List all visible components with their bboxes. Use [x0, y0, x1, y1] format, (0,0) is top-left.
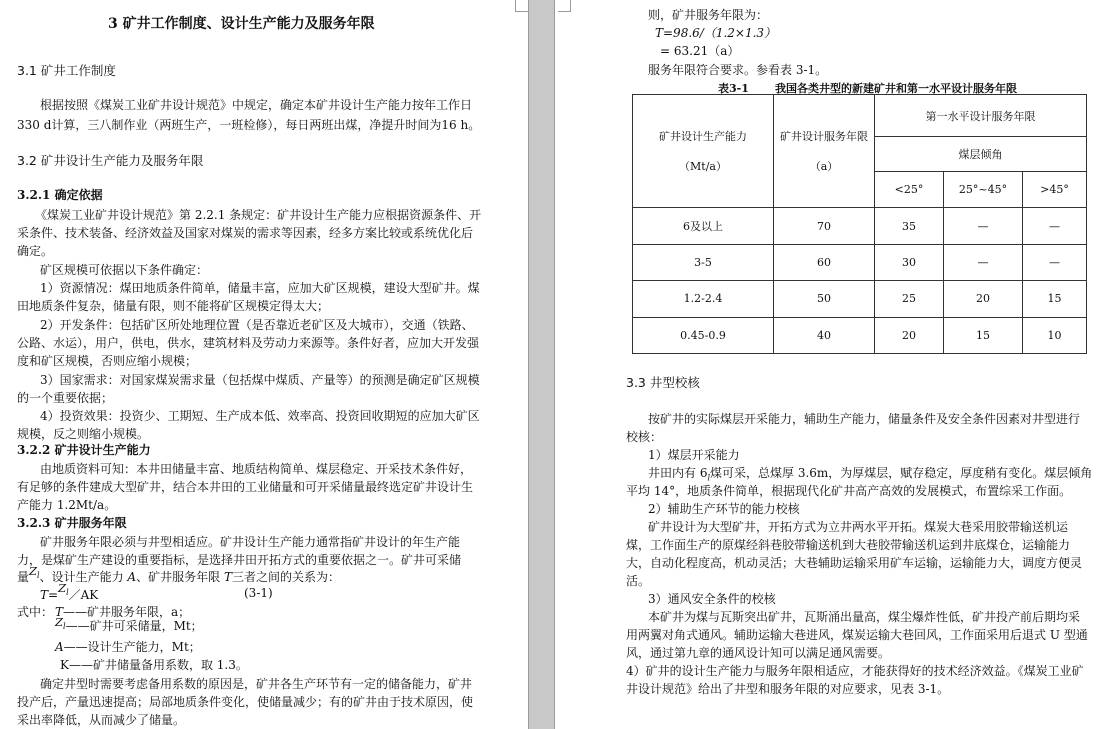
paragraph-line: 确定。 — [17, 244, 54, 258]
list-item: 3）国家需求：对国家煤炭需求量（包括煤中煤质、产量等）的预测是确定矿区规模 — [40, 373, 480, 387]
page-corner-mark — [558, 0, 571, 12]
definition-line: K——矿井储量备用系数，取 1.3。 — [60, 658, 248, 672]
def-subscript: l — [63, 622, 66, 632]
seam-subscript: l — [707, 473, 711, 483]
paragraph-line: 按矿井的实际煤层开采能力，辅助生产能力，储量条件及安全条件因素对井型进行 — [648, 412, 1081, 426]
paragraph-line: 有足够的条件建成大型矿井，结合本井田的工业储量和可开采储量最终选定矿井设计生 — [17, 480, 474, 494]
text-fragment: 三者之间的关系为： — [231, 570, 340, 584]
table-caption-title: 我国各类井型的新建矿井和第一水平设计服务年限 — [775, 82, 1017, 95]
paragraph-line: 力，是煤矿生产建设的重要指标，是选择井田开拓方式的重要依据之一。矿井可采储 — [17, 553, 462, 567]
list-item: 1）资源情况：煤田地质条件简单，储量丰富，应加大矿区规模，建设大型矿井。煤 — [40, 281, 480, 295]
text-fragment: 煤可采，总煤厚 3.6m，为厚煤层，赋存稳定，厚度稍有变化。煤层倾角 — [710, 466, 1093, 480]
list-item: 3）通风安全条件的校核 — [648, 592, 776, 606]
list-item: 1）煤层开采能力 — [648, 448, 740, 462]
paragraph-line: 平均 14°，地质条件简单，根据现代化矿井高产高效的发展模式，布置综采工作面。 — [626, 484, 1072, 498]
paragraph-line: 大，自动化程度高，机动灵活；大巷辅助运输采用矿车运输，运输能力大，调度方便灵 — [626, 556, 1083, 570]
section-3-2-2-heading: 3.2.2 矿井设计生产能力 — [17, 443, 151, 457]
section-3-2-3-heading: 3.2.3 矿井服务年限 — [17, 516, 127, 530]
table-cell: 60 — [774, 244, 875, 280]
page-gutter — [528, 0, 555, 729]
calc-result: = 63.21（a） — [660, 44, 740, 58]
table-cell: 15 — [1023, 281, 1087, 317]
paragraph-line: 投产后，产量迅速提高；局部地质条件变化，使储量减少；有的矿井由于技术原因，使 — [17, 695, 474, 709]
paragraph-line — [648, 464, 1092, 482]
section-3-1-heading: 3.1 矿井工作制度 — [17, 63, 116, 78]
paragraph-line: 本矿井为煤与瓦斯突出矿井，瓦斯涌出量高，煤尘爆炸性低，矿井投产前后期均采 — [648, 610, 1081, 624]
def-symbol-z: Z — [55, 615, 63, 629]
header-capacity-label: 矿井设计生产能力 — [659, 130, 747, 144]
text-fragment: 井田内有 6 — [648, 466, 708, 480]
paragraph-line: 产能力 1.2Mt/a。 — [17, 498, 117, 512]
table-cell: 0.45-0.9 — [633, 317, 774, 353]
table-cell: 25 — [875, 281, 944, 317]
table-cell: 20 — [944, 281, 1023, 317]
symbol-subscript: l — [37, 571, 40, 581]
paragraph-line: 公路、水运），用户，供电，供水，建筑材料及劳动力来源等。条件好者，应加大开发强 — [17, 336, 480, 350]
definition-line — [55, 617, 203, 635]
formula-subscript: l — [66, 588, 69, 598]
equation-number: (3-1) — [244, 586, 273, 600]
table-cell: 30 — [875, 244, 944, 280]
def-symbol-t: T — [55, 605, 64, 619]
paragraph-line: 井设计规范》给出了井型和服务年限的对应要求，见表 3-1。 — [626, 682, 950, 696]
table-row — [633, 244, 1087, 280]
header-first-level: 第一水平设计服务年限 — [875, 95, 1087, 137]
where-label: 式中： — [17, 605, 54, 619]
def-text: ——设计生产能力，Mt； — [63, 640, 201, 654]
formula-symbol-z: Z — [58, 581, 67, 595]
paragraph-line: 规模，反之则缩小规模。 — [17, 427, 150, 441]
header-capacity — [633, 95, 774, 208]
text-fragment: 、矿井服务年限 — [136, 570, 221, 584]
header-life-unit: （a） — [809, 160, 839, 174]
definition-line — [55, 638, 201, 655]
table-row — [633, 281, 1087, 317]
symbol-z: Z — [29, 564, 38, 578]
header-dip: 煤层倾角 — [875, 137, 1087, 171]
header-life-label: 矿井设计服务年限 — [780, 130, 868, 144]
symbol-t: T — [223, 570, 232, 584]
paragraph-line: 330 d计算，三八制作业（两班生产，一班检修），每日两班出煤，净提升时间为16 h。 — [17, 118, 481, 132]
table-cell: 35 — [875, 208, 944, 244]
paragraph-line: 矿井服务年限必须与井型相适应。矿井设计生产能力通常指矿井设计的年生产能 — [40, 535, 461, 549]
section-3-2-1-heading: 3.2.1 确定依据 — [17, 188, 103, 202]
list-item: 2）辅助生产环节的能力校核 — [648, 502, 800, 516]
table-cell: 3-5 — [633, 244, 774, 280]
paragraph-line: 矿井设计为大型矿井，开拓方式为立井两水平开拓。煤炭大巷采用胶带输送机运 — [648, 520, 1069, 534]
formula-lhs: T= — [40, 588, 59, 602]
table-row — [633, 317, 1087, 353]
formula-3-1 — [40, 581, 99, 604]
paragraph-line: 田地质条件复杂，储量有限，则不能将矿区规模定得太大； — [17, 299, 330, 313]
header-life — [774, 95, 875, 208]
table-cell: 50 — [774, 281, 875, 317]
paragraph-line: 确定井型时需要考虑备用系数的原因是，矿井各生产环节有一定的储备能力，矿井 — [40, 677, 473, 691]
def-text: ——矿井可采储量，Mt； — [65, 619, 203, 633]
table-cell: 40 — [774, 317, 875, 353]
text-fragment: 、设计生产能力 — [39, 570, 124, 584]
header-capacity-unit: （Mt/a） — [679, 160, 727, 174]
table-3-1 — [632, 94, 1087, 354]
def-symbol-a: A — [55, 640, 64, 654]
chapter-title: 3 矿井工作制度、设计生产能力及服务年限 — [108, 16, 375, 32]
table-row — [633, 208, 1087, 244]
header-dip-col: <25° — [875, 171, 944, 207]
paragraph-line: 的一个重要依据； — [17, 391, 114, 405]
table-caption-number: 表3-1 — [718, 82, 749, 95]
paragraph-line: 煤，工作面生产的原煤经斜巷胶带输送机到大巷胶带输送机运到井底煤仓，运输能力 — [626, 538, 1071, 552]
paragraph-line: 风，通过第九章的通风设计知可以满足通风需要。 — [626, 646, 891, 660]
symbol-a: A — [127, 570, 137, 584]
paragraph-line: 采条件、技术装备、经济效益及国家对煤炭的需求等因素，经多方案比较或系统优化后 — [17, 226, 474, 240]
table-cell: 15 — [944, 317, 1023, 353]
table-cell: 1.2-2.4 — [633, 281, 774, 317]
paragraph-line: 根据按照《煤炭工业矿井设计规范》中规定，确定本矿井设计生产能力按年工作日 — [40, 98, 473, 112]
paragraph-line: 用两翼对角式通风。辅助运输大巷进风，煤炭运输大巷回风，工作面采用后退式 U 型通 — [626, 628, 1088, 642]
paragraph-line: 活。 — [626, 574, 651, 588]
paragraph-line: 度和矿区规模，否则应缩小规模； — [17, 354, 198, 368]
section-3-3-heading: 3.3 井型校核 — [626, 375, 700, 390]
section-3-2-heading: 3.2 矿井设计生产能力及服务年限 — [17, 153, 204, 168]
calc-line: 服务年限符合要求。参看表 3-1。 — [648, 63, 828, 77]
list-item: 4）矿井的设计生产能力与服务年限相适应，才能获得好的技术经济效益。《煤炭工业矿 — [626, 664, 1084, 678]
paragraph-line: 矿区规模可依据以下条件确定： — [40, 263, 209, 277]
page-corner-mark — [515, 0, 528, 12]
table-cell: — — [1023, 244, 1087, 280]
table-cell: 10 — [1023, 317, 1087, 353]
formula-rhs: ／AK — [68, 588, 99, 602]
paragraph-line: 《煤炭工业矿井设计规范》第 2.2.1 条规定：矿井设计生产能力应根据资源条件、开 — [35, 208, 482, 222]
header-dip-col: 25°~45° — [944, 171, 1023, 207]
list-item: 4）投资效果：投资少、工期短、生产成本低、效率高、投资回收期短的应加大矿区 — [40, 409, 480, 423]
calc-line: 则，矿井服务年限为： — [648, 8, 769, 22]
table-cell: 6及以上 — [633, 208, 774, 244]
header-dip-col: >45° — [1023, 171, 1087, 207]
list-item: 2）开发条件：包括矿区所处地理位置（是否靠近老矿区及大城市），交通（铁路、 — [40, 318, 474, 332]
paragraph-line: 采出率降低，从而减少了储量。 — [17, 713, 186, 727]
calc-formula: T=98.6/（1.2×1.3） — [655, 26, 777, 40]
table-cell: 70 — [774, 208, 875, 244]
paragraph-line: 由地质资料可知：本井田储量丰富、地质结构简单、煤层稳定、开采技术条件好， — [40, 462, 473, 476]
text-fragment: 量 — [17, 570, 30, 584]
table-cell: 20 — [875, 317, 944, 353]
table-cell: — — [944, 244, 1023, 280]
paragraph-line: 校核： — [626, 430, 663, 444]
table-cell: — — [1023, 208, 1087, 244]
table-cell: — — [944, 208, 1023, 244]
def-text: ——矿井服务年限，a； — [63, 605, 191, 619]
